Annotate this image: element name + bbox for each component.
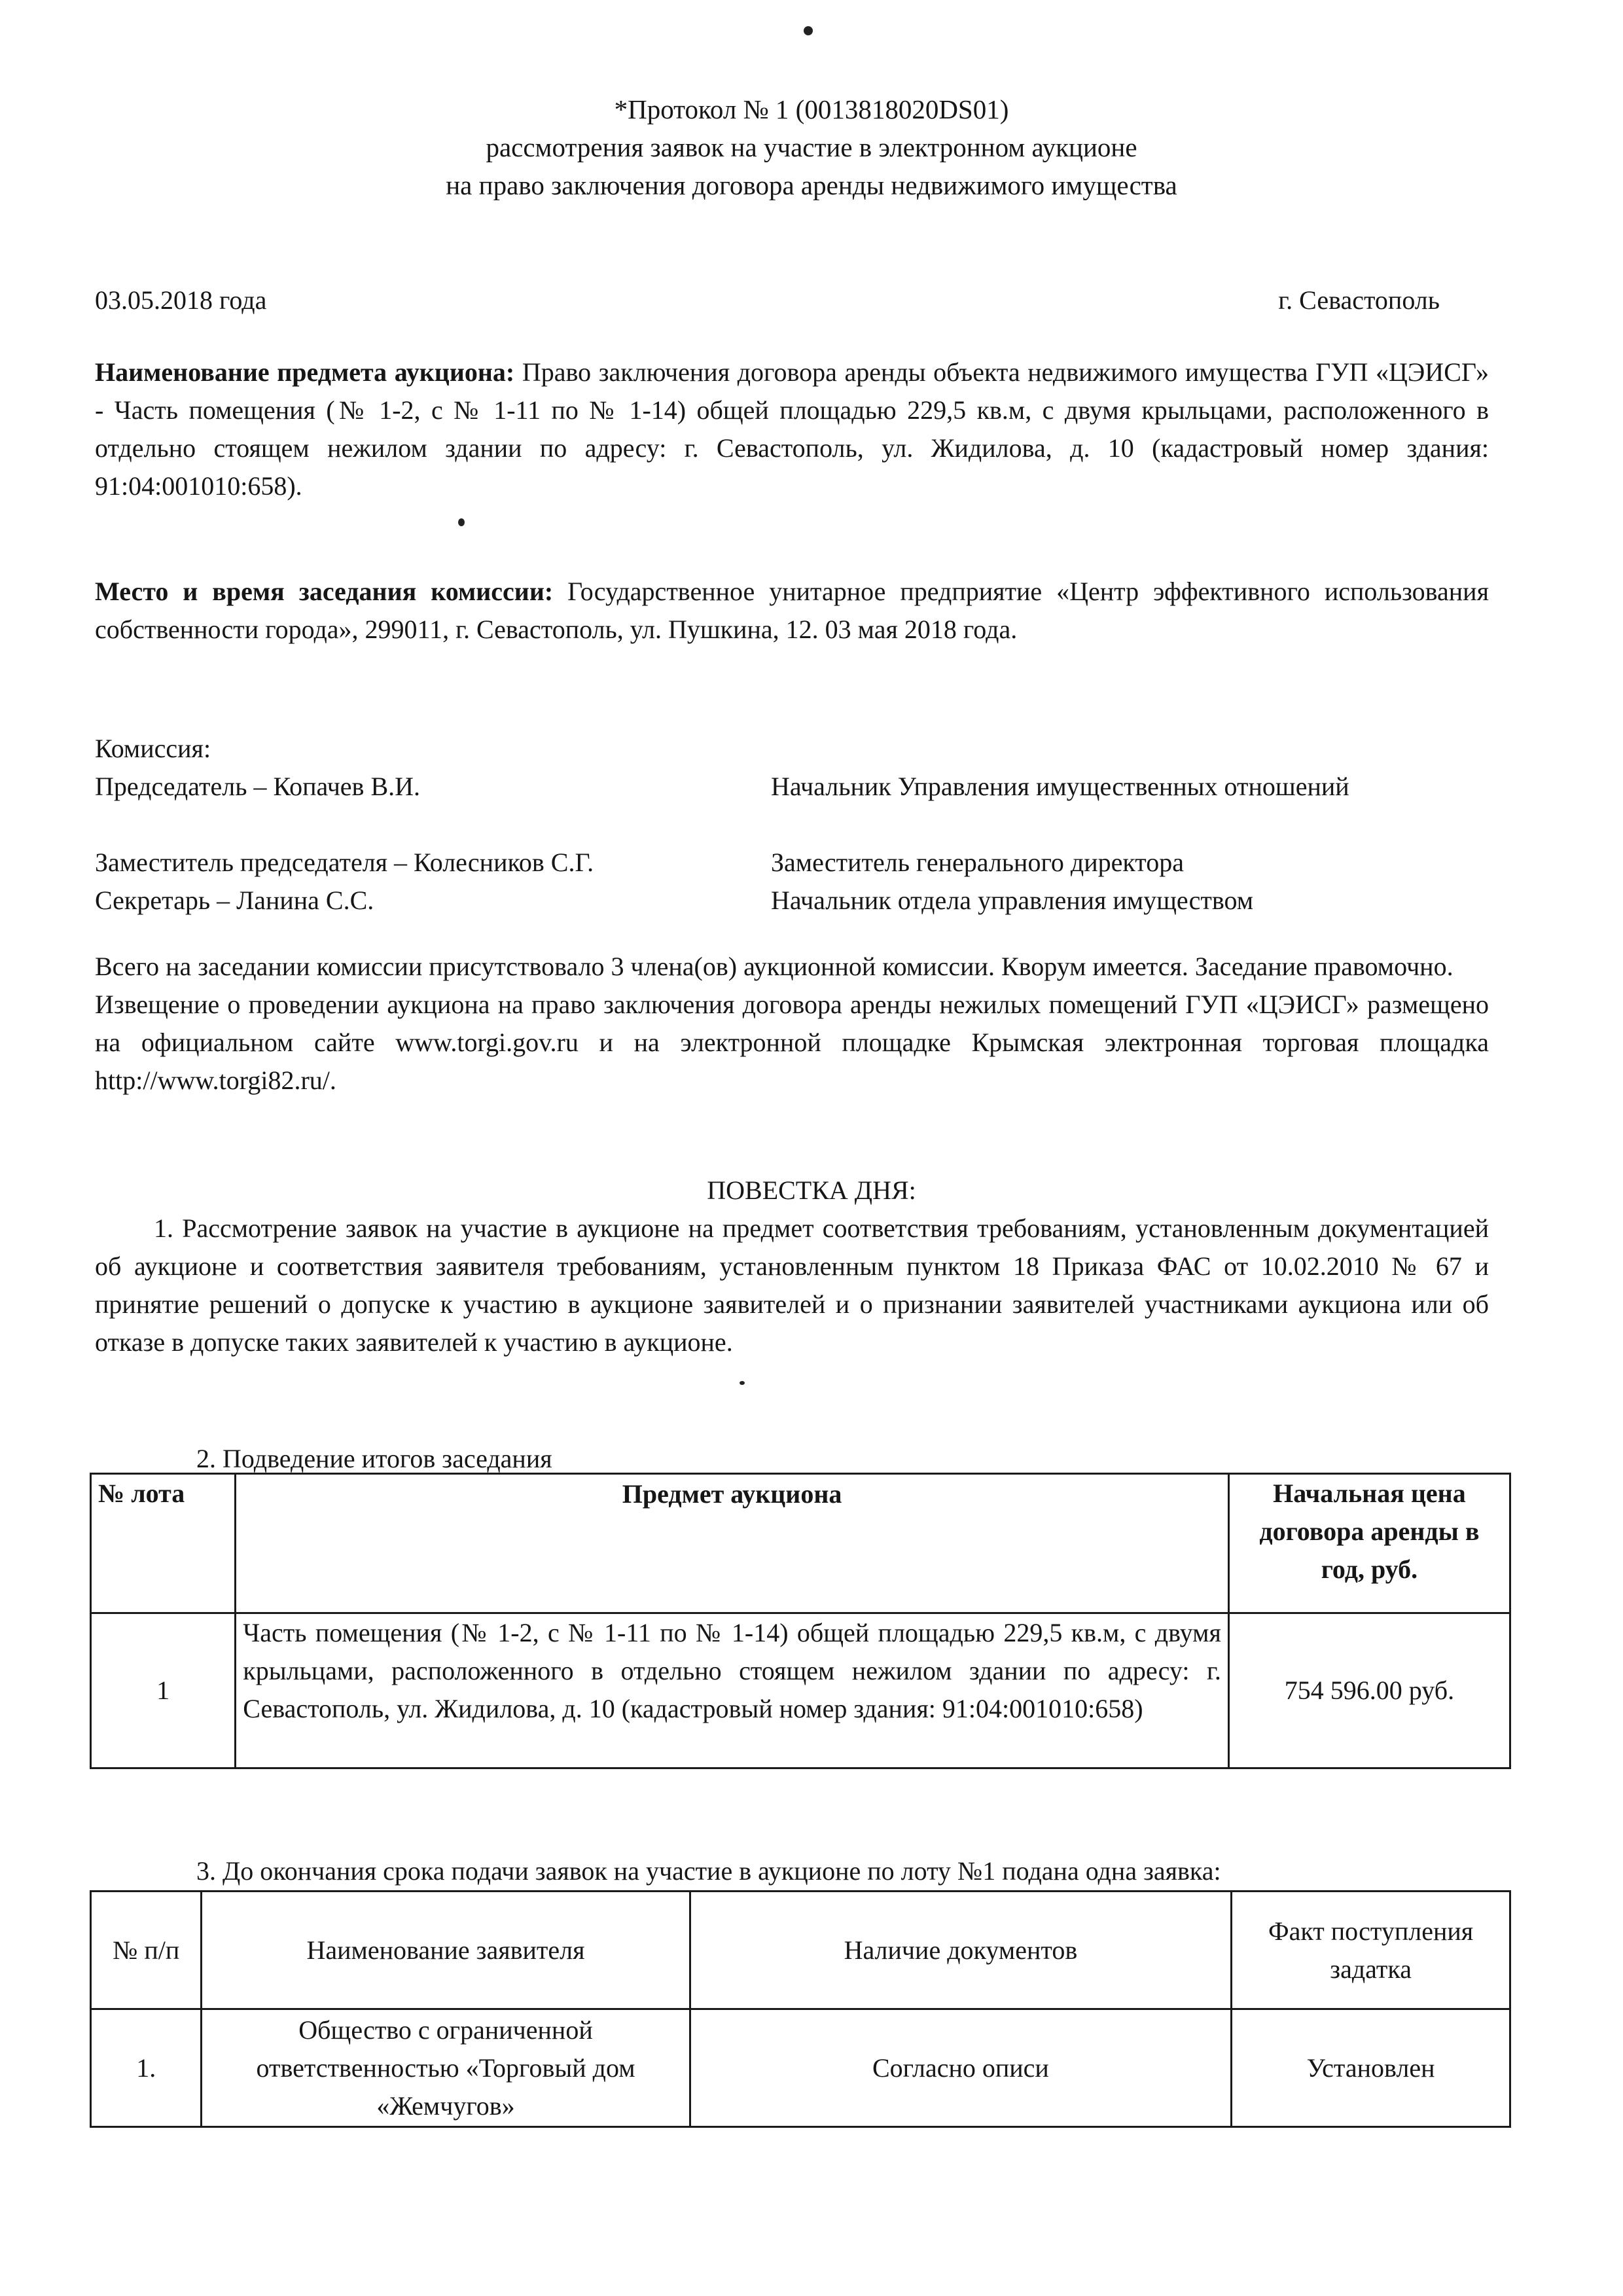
lot-table-header-row [91,1474,1510,1613]
table-row [91,2009,1510,2127]
notice-text: Извещение о проведении аукциона на право заключения договора аренды нежилых помещений ГУП «ЦЭИСГ» размещено на официальном сайте www.torgi.gov.ru и на электронной площадке Крымская электронная торговая площадка http://www.torgi82.ru/. [95,990,1489,1095]
lot-subject-cell: Часть помещения (№ 1-2, с № 1-11 по № 1-14) общей площадью 229,5 кв.м, с двумя крыльцами, расположенного в отдельно стоящем нежилом здании по адресу: г. Севастополь, ул. Жидилова, д. 10 (кадастровый номер здания: 91:04:001010:658) [236,1613,1229,1768]
member-name-secretary: Секретарь – Ланина С.С. [95,886,374,915]
scan-speck [740,1381,745,1385]
commission-label: Комиссия: [95,734,211,763]
member-role-deputy: Заместитель генерального директора [771,848,1184,877]
lot-price-cell: 754 596.00 руб. [1228,1613,1510,1768]
app-docs-header: Наличие документов [690,1892,1232,2009]
member-role-chair: Начальник Управления имущественных отношений [771,772,1349,801]
auction-subject-label: Наименование предмета аукциона: [95,357,515,387]
meeting-label: Место и время заседания комиссии: [95,577,554,606]
scan-speck [458,518,465,526]
table-row [91,1613,1510,1768]
lot-subject-header: Предмет аукциона [236,1474,1229,1613]
meeting-place-time [95,573,1489,649]
auction-subject-text: Право заключения договора аренды объекта недвижимого имущества ГУП «ЦЭИСГ» - Часть помещения (№ 1-2, с № 1-11 по № 1-14) общей площадью 229,5 кв.м, с двумя крыльцами, расположенного в отдельно стоящем нежилом здании по адресу: г. Севастополь, ул. Жидилова, д. 10 (кадастровый номер здания: 91:04:001010:658). [95,357,1489,501]
app-num-cell: 1. [91,2009,202,2127]
protocol-title: *Протокол № 1 (0013818020DS01) [614,94,1009,124]
protocol-subtitle-1: рассмотрения заявок на участие в электронном аукционе [486,132,1137,162]
protocol-city: г. Севастополь [1278,285,1440,315]
agenda-item-2: 2. Подведение итогов заседания [196,1444,552,1473]
member-role-secretary: Начальник отдела управления имуществом [771,886,1254,915]
protocol-header [196,90,1427,204]
agenda-item-1: 1. Рассмотрение заявок на участие в аукционе на предмет соответствия требованиям, установленным документацией об аукционе и соответствия заявителя требованиям, установленным пунктом 18 Приказа ФАС от 10.02.2010 № 67 и принятие решений о допуске к участию в аукционе заявителей и о признании заявителей участниками аукциона или об отказе в допуске таких заявителей к участию в аукционе. [95,1213,1489,1357]
attendance-block [95,948,1489,1100]
lot-number-header: № лота [91,1474,236,1613]
protocol-subtitle-2: на право заключения договора аренды недвижимого имущества [446,170,1177,200]
meeting-text: Государственное унитарное предприятие «Центр эффективного использования собственности города», 299011, г. Севастополь, ул. Пушкина, 12. 03 мая 2018 года. [95,577,1489,644]
app-name-cell: Общество с ограниченной ответственностью «Торговый дом «Жемчугов» [202,2009,690,2127]
protocol-date: 03.05.2018 года [95,285,267,315]
applications-table [90,1890,1511,2128]
app-deposit-header: Факт поступления задатка [1232,1892,1510,2009]
app-num-header: № п/п [91,1892,202,2009]
member-name-chair: Председатель – Копачев В.И. [95,772,421,801]
app-name-header: Наименование заявителя [202,1892,690,2009]
auction-subject [95,353,1489,505]
applications-header-row [91,1892,1510,2009]
member-name-deputy: Заместитель председателя – Колесников С.Г. [95,848,594,877]
attendance-text: Всего на заседании комиссии присутствовало 3 члена(ов) аукционной комиссии. Кворум имеется. Заседание правомочно. [95,952,1454,981]
lot-number-cell: 1 [91,1613,236,1768]
lot-table [90,1473,1511,1769]
scan-speck [804,26,813,35]
applications-intro: 3. До окончания срока подачи заявок на участие в аукционе по лоту №1 подана одна заявка: [196,1856,1221,1886]
app-docs-cell: Согласно описи [690,2009,1232,2127]
app-deposit-cell: Установлен [1232,2009,1510,2127]
agenda-title: ПОВЕСТКА ДНЯ: [707,1175,916,1205]
lot-price-header: Начальная цена договора аренды в год, руб. [1228,1474,1510,1613]
